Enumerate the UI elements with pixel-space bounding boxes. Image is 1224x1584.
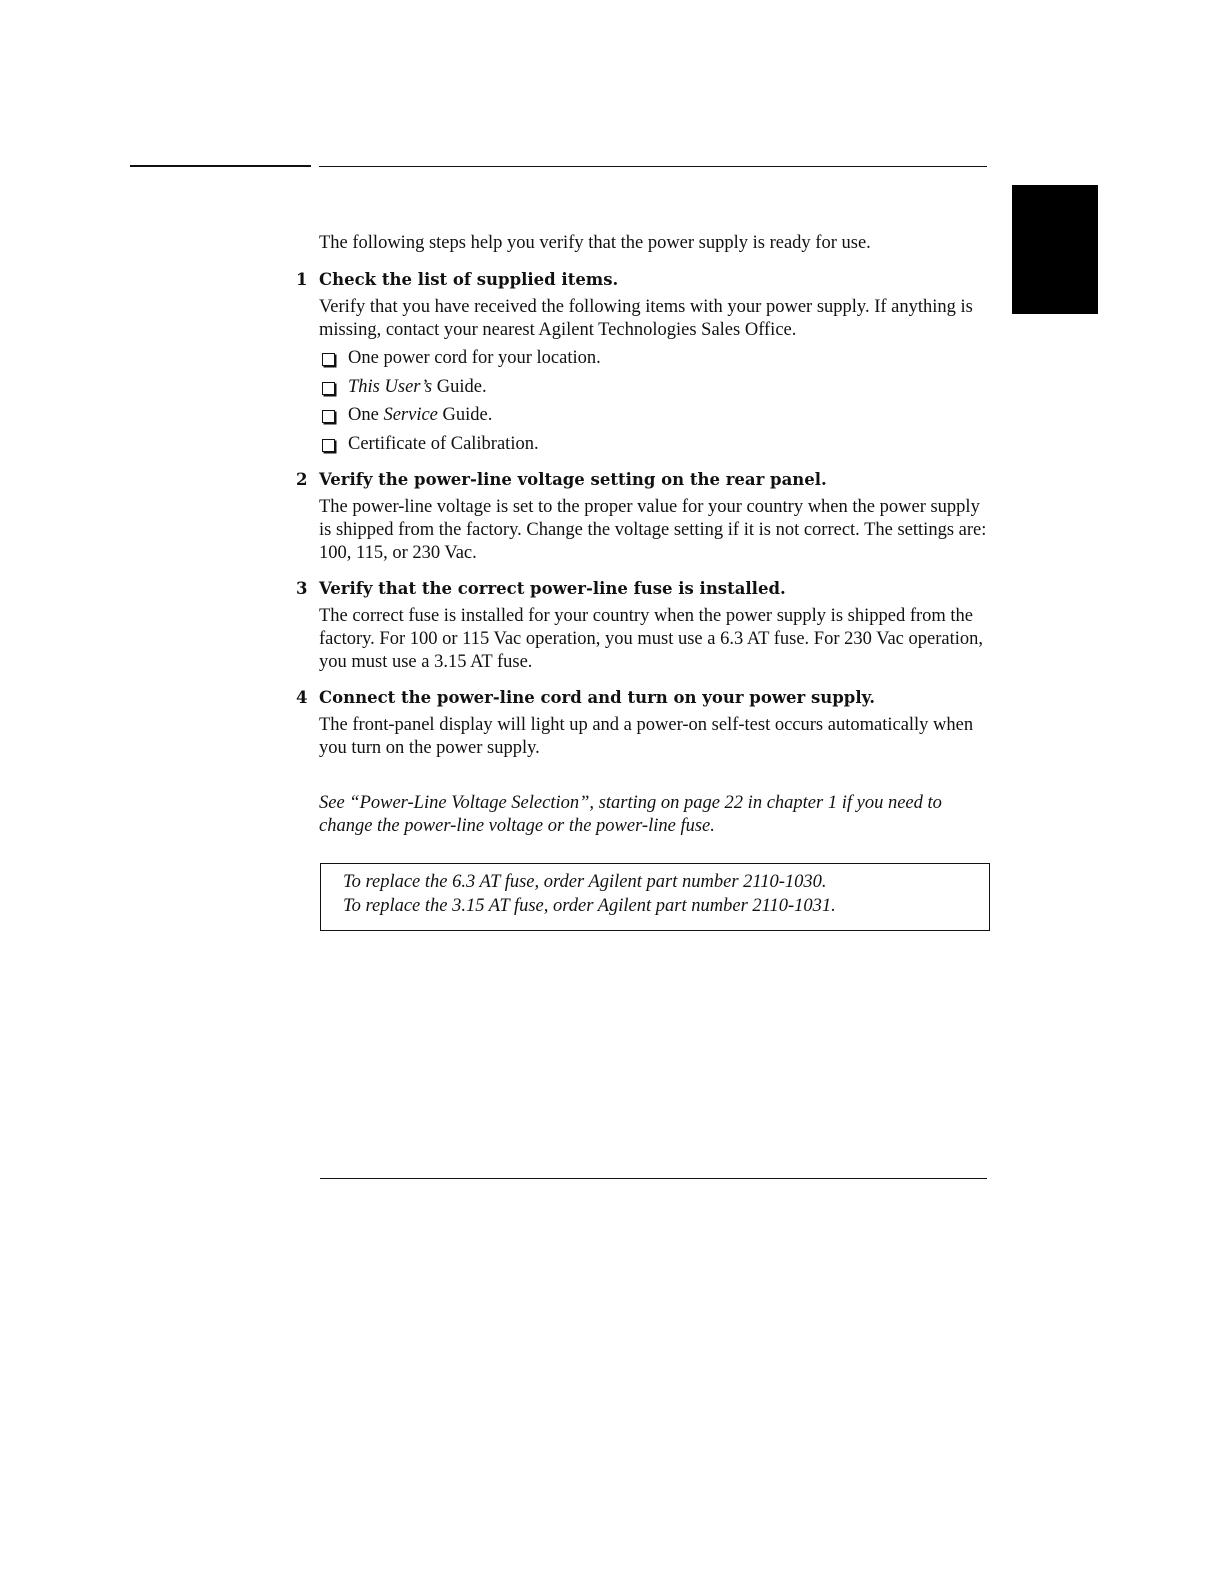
step-body: The power-line voltage is set to the proper value for your country when the power supply is shipped from the factory. Change the voltage setting if it is not correct. The settings are: 100, 115, or 230 Vac. bbox=[319, 496, 987, 563]
chapter-tab-marker bbox=[1012, 185, 1098, 314]
step-4 bbox=[296, 686, 987, 760]
step-1 bbox=[296, 268, 987, 456]
checkbox-icon bbox=[322, 382, 335, 395]
step-title: Verify the power-line voltage setting on the rear panel. bbox=[319, 469, 827, 489]
checklist-item bbox=[319, 347, 987, 370]
checklist-item-italic: This User’s bbox=[348, 376, 433, 397]
checkbox-icon bbox=[322, 439, 335, 452]
fuse-part-line: To replace the 6.3 AT fuse, order Agilent part number 2110-1030. bbox=[343, 871, 827, 892]
step-number: 2 bbox=[296, 469, 308, 489]
fuse-part-number-box bbox=[320, 863, 990, 931]
checklist-item-text: Guide. bbox=[432, 376, 487, 397]
cross-reference-note: See “Power-Line Voltage Selection”, starting on page 22 in chapter 1 if you need to change the power-line voltage or the power-line fuse. bbox=[319, 792, 942, 836]
checkbox-icon bbox=[322, 353, 335, 366]
intro-paragraph: The following steps help you verify that the power supply is ready for use. bbox=[319, 233, 871, 253]
header-rule-left bbox=[130, 165, 311, 167]
step-2 bbox=[296, 468, 987, 565]
fuse-part-line: To replace the 3.15 AT fuse, order Agilent part number 2110-1031. bbox=[343, 895, 836, 916]
checkbox-icon bbox=[322, 410, 335, 423]
checklist-item bbox=[319, 376, 987, 399]
supplied-items-checklist bbox=[319, 347, 987, 456]
checklist-item bbox=[319, 404, 987, 427]
checklist-item-text: One bbox=[348, 405, 384, 425]
checklist-item-text: One power cord for your location. bbox=[348, 348, 601, 368]
header-rule-right bbox=[319, 166, 987, 167]
step-number: 3 bbox=[296, 578, 308, 598]
step-body: The correct fuse is installed for your country when the power supply is shipped from the factory. For 100 or 115 Vac operation, you must use a 6.3 AT fuse. For 230 Vac operation, you must use a 3.15 AT fuse. bbox=[319, 605, 984, 672]
step-number: 1 bbox=[296, 270, 308, 289]
step-title: Connect the power-line cord and turn on your power supply. bbox=[319, 687, 876, 707]
step-3 bbox=[296, 577, 987, 674]
step-title: Verify that the correct power-line fuse is installed. bbox=[319, 578, 786, 598]
checklist-item-text: Guide. bbox=[437, 405, 493, 425]
step-title: Check the list of supplied items. bbox=[319, 270, 619, 289]
step-body: Verify that you have received the following items with your power supply. If anything is missing, contact your nearest Agilent Technologies Sales Office. bbox=[319, 297, 973, 340]
footer-rule bbox=[320, 1178, 987, 1179]
step-body: The front-panel display will light up and a power-on self-test occurs automatically when you turn on the power supply. bbox=[319, 714, 974, 758]
checklist-item-italic: Service bbox=[383, 405, 438, 425]
step-number: 4 bbox=[296, 687, 308, 707]
checklist-item bbox=[319, 433, 987, 456]
checklist-item-text: Certificate of Calibration. bbox=[348, 433, 539, 454]
page-content bbox=[296, 232, 987, 931]
